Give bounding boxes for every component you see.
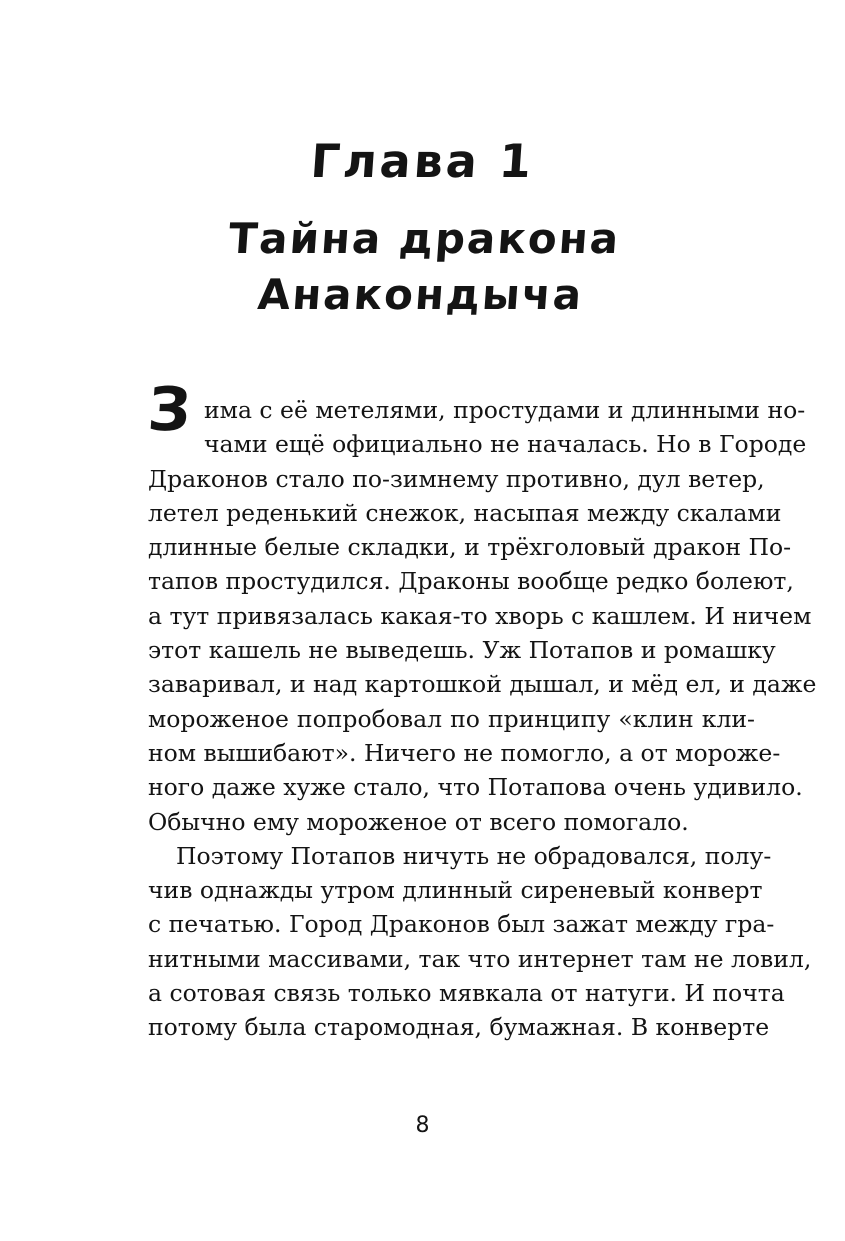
text-line: а сотовая связь только мявкала от натуги. И почта xyxy=(148,979,785,1008)
chapter-title-line: Тайна дракона xyxy=(227,214,622,263)
text-line: чами ещё официально не началась. Но в Городе xyxy=(204,430,807,459)
drop-cap-letter: З xyxy=(145,375,194,445)
paragraph xyxy=(148,839,812,1045)
text-line: а тут привязалась какая-то хворь с кашлем. И ничем xyxy=(148,601,812,630)
text-line: потому была старомодная, бумажная. В конверте xyxy=(148,1013,770,1042)
chapter-number-heading: Глава 1 xyxy=(309,134,536,188)
text-line: Обычно ему мороженое от всего помогало. xyxy=(148,807,689,836)
text-line: има с её метелями, простудами и длинными но- xyxy=(204,396,806,424)
text-line: нитными массивами, так что интернет там не ловил, xyxy=(148,944,812,973)
text-line: этот кашель не выведешь. Уж Потапов и ромашку xyxy=(148,636,776,665)
page-number: 8 xyxy=(415,1113,430,1138)
text-line: ного даже хуже стало, что Потапова очень удивило. xyxy=(148,773,803,802)
text-line: чив однажды утром длинный сиреневый конверт xyxy=(148,876,763,905)
text-line: летел реденький снежок, насыпая между скалами xyxy=(148,498,782,527)
text-line: ном вышибают». Ничего не помогло, а от мороже- xyxy=(148,738,781,767)
text-line: Драконов стало по-зимнему противно, дул ветер, xyxy=(148,464,765,493)
chapter-title-heading xyxy=(0,211,845,323)
text-line: длинные белые складки, и трёхголовый дракон По- xyxy=(148,533,792,562)
text-line: заваривал, и над картошкой дышал, и мёд ел, и даже xyxy=(148,670,817,699)
text-line: мороженое попробовал по принципу «клин кли- xyxy=(148,704,755,733)
paragraph xyxy=(148,393,817,839)
chapter-title-line: Анакондыча xyxy=(256,270,585,319)
text-line: тапов простудился. Драконы вообще редко болеют, xyxy=(148,567,794,596)
body-text xyxy=(148,393,817,1045)
text-line: Поэтому Потапов ничуть не обрадовался, полу- xyxy=(176,841,772,870)
text-line: с печатью. Город Драконов был зажат между гра- xyxy=(148,910,775,939)
